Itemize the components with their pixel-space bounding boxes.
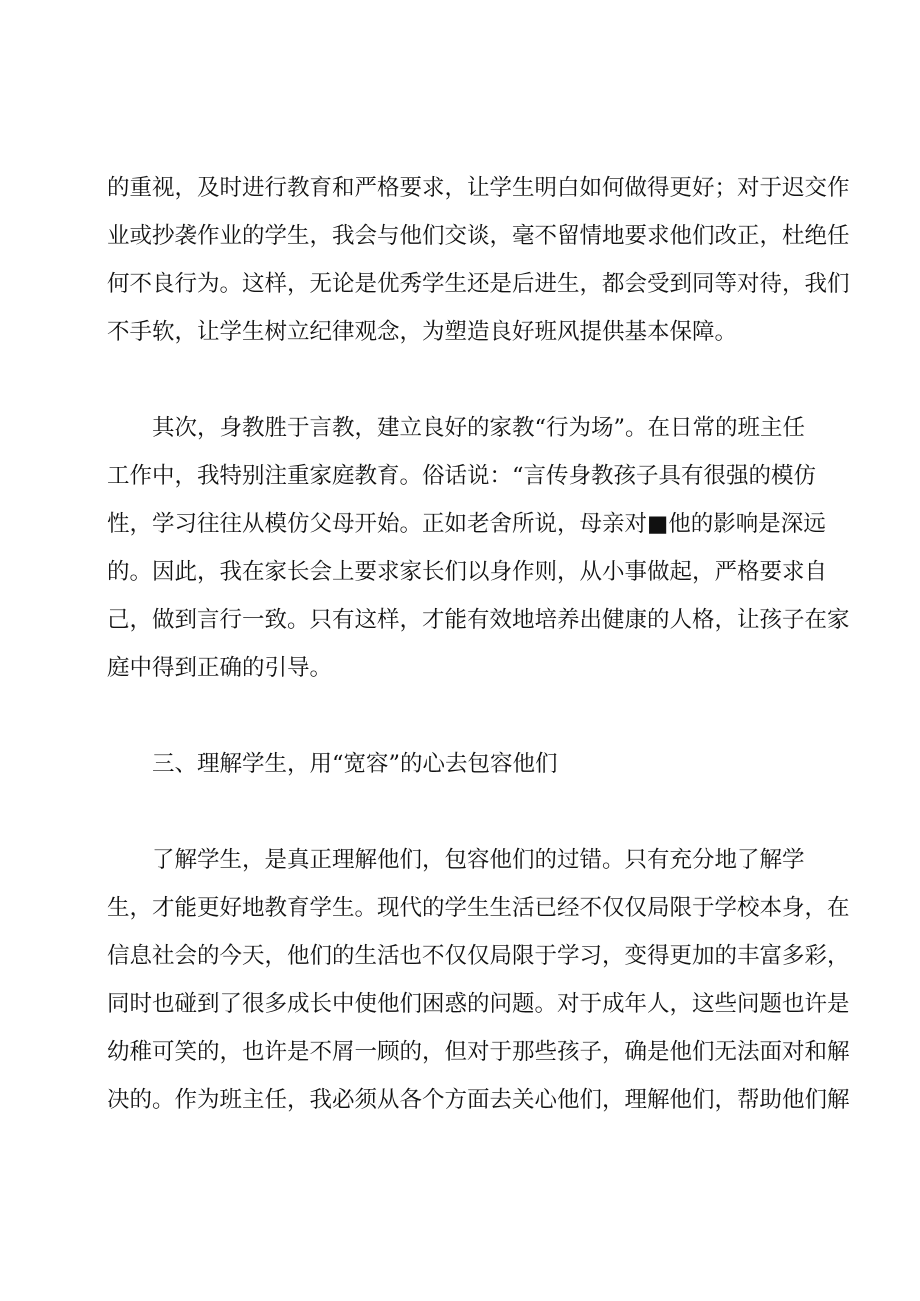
paragraph-2-line-4: 的。因此，我在家长会上要求家长们以身作则，从小事做起，严格要求自 (107, 559, 828, 585)
paragraph-3-line-3: 信息社会的今天，他们的生活也不仅仅局限于学习，变得更加的丰富多彩， (107, 943, 850, 969)
paragraph-2-line-5: 己，做到言行一致。只有这样，才能有效地培养出健康的人格，让孩子在家 (107, 607, 850, 633)
paragraph-3-line-1: 了解学生，是真正理解他们，包容他们的过错。只有充分地了解学 (152, 847, 805, 873)
paragraph-2-line-6: 庭中得到正确的引导。 (107, 655, 333, 681)
paragraph-2-line-3: 性，学习往往从模仿父母开始。正如老舍所说，母亲对■他的影响是深远 (107, 511, 826, 537)
paragraph-1-line-3: 何不良行为。这样，无论是优秀学生还是后进生，都会受到同等对待，我们 (107, 271, 850, 297)
paragraph-3-line-4: 同时也碰到了很多成长中使他们困惑的问题。对于成年人，这些问题也许是 (107, 991, 850, 1017)
paragraph-1-line-1: 的重视，及时进行教育和严格要求，让学生明白如何做得更好；对于迟交作 (107, 175, 850, 201)
paragraph-2-line-2: 工作中，我特别注重家庭教育。俗话说：“言传身教孩子具有很强的模仿 (107, 463, 817, 489)
paragraph-1-line-2: 业或抄袭作业的学生，我会与他们交谈，毫不留情地要求他们改正，杜绝任 (107, 223, 850, 249)
paragraph-3-line-2: 生，才能更好地教育学生。现代的学生生活已经不仅仅局限于学校本身，在 (107, 895, 850, 921)
paragraph-3-line-5: 幼稚可笑的，也许是不屑一顾的，但对于那些孩子，确是他们无法面对和解 (107, 1039, 850, 1065)
paragraph-2-line-1: 其次，身教胜于言教，建立良好的家教“行为场”。在日常的班主任 (152, 415, 806, 441)
paragraph-1-line-4: 不手软，让学生树立纪律观念，为塑造良好班风提供基本保障。 (107, 319, 738, 345)
section-heading-3: 三、理解学生，用“宽容”的心去包容他们 (152, 751, 558, 777)
paragraph-3-line-6: 决的。作为班主任，我必须从各个方面去关心他们，理解他们，帮助他们解 (107, 1087, 850, 1113)
